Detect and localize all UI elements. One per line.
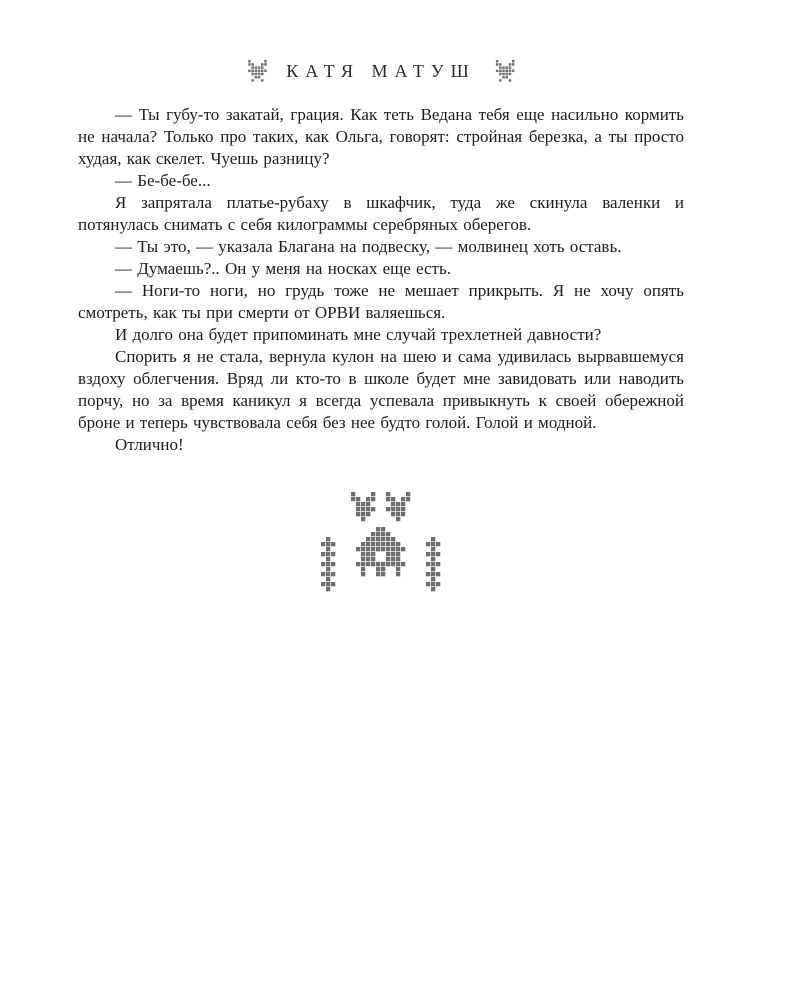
paragraph: И долго она будет припоминать мне случай трехлетней давности? [115, 325, 602, 345]
chapter-title: КАТЯ МАТУШ [286, 60, 476, 81]
paragraph: Отлично! [115, 435, 184, 455]
paragraph: — Думаешь?.. Он у меня на носках еще есть. [115, 259, 451, 279]
header-ornament-right-icon [492, 60, 518, 82]
paragraph: Я запрятала платье-рубаху в шкафчик, туда же скинула валенки и потянулась снимать с себя килограммы серебряных оберегов. [78, 193, 684, 235]
paragraph: Спорить я не стала, вернула кулон на шею и сама удивилась вырвавшемуся вздоху облегчения. Вряд ли кто-то в школе будет мне завидовать или наводить порчу, но за время каникул я всегда успевала привыкнуть к своей обережной броне и теперь чувствовала себя без нее будто голой. Голой и модной. [78, 347, 684, 433]
paragraph: — Ты губу-то закатай, грация. Как теть Ведана тебя еще насильно кормить не начала? Только про таких, как Ольга, говорят: стройная березка, а ты просто худая, как скелет. Чуешь разницу? [78, 105, 684, 169]
paragraph: — Ты это, — указала Благана на подвеску, — молвинец хоть оставь. [115, 237, 622, 257]
header-ornament-left-icon [245, 60, 271, 82]
paragraph: — Бе-бе-бе... [115, 171, 211, 191]
paragraph: — Ноги-то ноги, но грудь тоже не мешает прикрыть. Я не хочу опять смотреть, как ты при смерти от ОРВИ валяешься. [78, 281, 684, 323]
running-header [78, 60, 684, 82]
body-text [78, 104, 684, 456]
chapter-end-ornament-icon [78, 492, 684, 592]
